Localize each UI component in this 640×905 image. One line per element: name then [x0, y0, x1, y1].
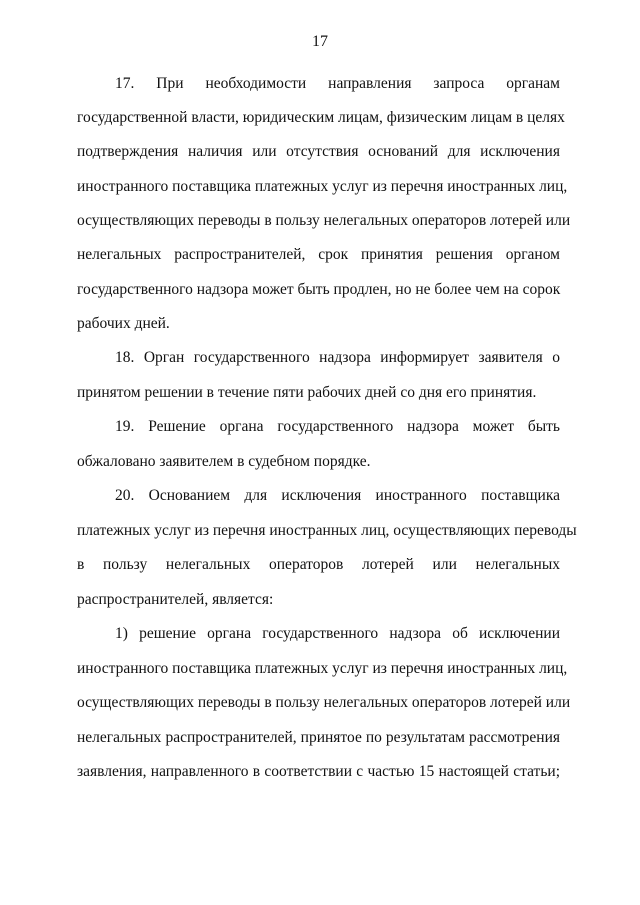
- text-line: 18. Орган государственного надзора информирует заявителя о: [115, 349, 560, 366]
- page-number: 17: [312, 33, 328, 50]
- text-line: принятом решении в течение пяти рабочих дней со дня его принятия.: [77, 384, 537, 401]
- text-line: 20. Основанием для исключения иностранного поставщика: [115, 487, 560, 504]
- text-line: осуществляющих переводы в пользу нелегальных операторов лотерей или: [77, 212, 571, 229]
- text-line: 1) решение органа государственного надзора об исключении: [115, 625, 560, 642]
- text-line: иностранного поставщика платежных услуг из перечня иностранных лиц,: [77, 178, 568, 195]
- text-line: 19. Решение органа государственного надзора может быть: [115, 418, 560, 435]
- text-line: нелегальных распространителей, срок принятия решения органом: [77, 246, 560, 263]
- text-line: в пользу нелегальных операторов лотерей или нелегальных: [77, 556, 560, 573]
- text-line: иностранного поставщика платежных услуг из перечня иностранных лиц,: [77, 660, 568, 677]
- text-line: заявления, направленного в соответствии с частью 15 настоящей статьи;: [77, 763, 560, 780]
- text-line: подтверждения наличия или отсутствия оснований для исключения: [77, 143, 560, 160]
- text-line: обжаловано заявителем в судебном порядке.: [77, 453, 371, 470]
- text-line: государственной власти, юридическим лицам, физическим лицам в целях: [77, 109, 565, 126]
- text-line: государственного надзора может быть продлен, но не более чем на сорок: [77, 281, 561, 298]
- text-line: рабочих дней.: [77, 315, 170, 332]
- text-line: распространителей, является:: [77, 591, 274, 608]
- text-line: 17. При необходимости направления запроса органам: [115, 75, 560, 92]
- text-line: платежных услуг из перечня иностранных лиц, осуществляющих переводы: [77, 522, 577, 539]
- text-line: нелегальных распространителей, принятое по результатам рассмотрения: [77, 729, 560, 746]
- text-line: осуществляющих переводы в пользу нелегальных операторов лотерей или: [77, 694, 571, 711]
